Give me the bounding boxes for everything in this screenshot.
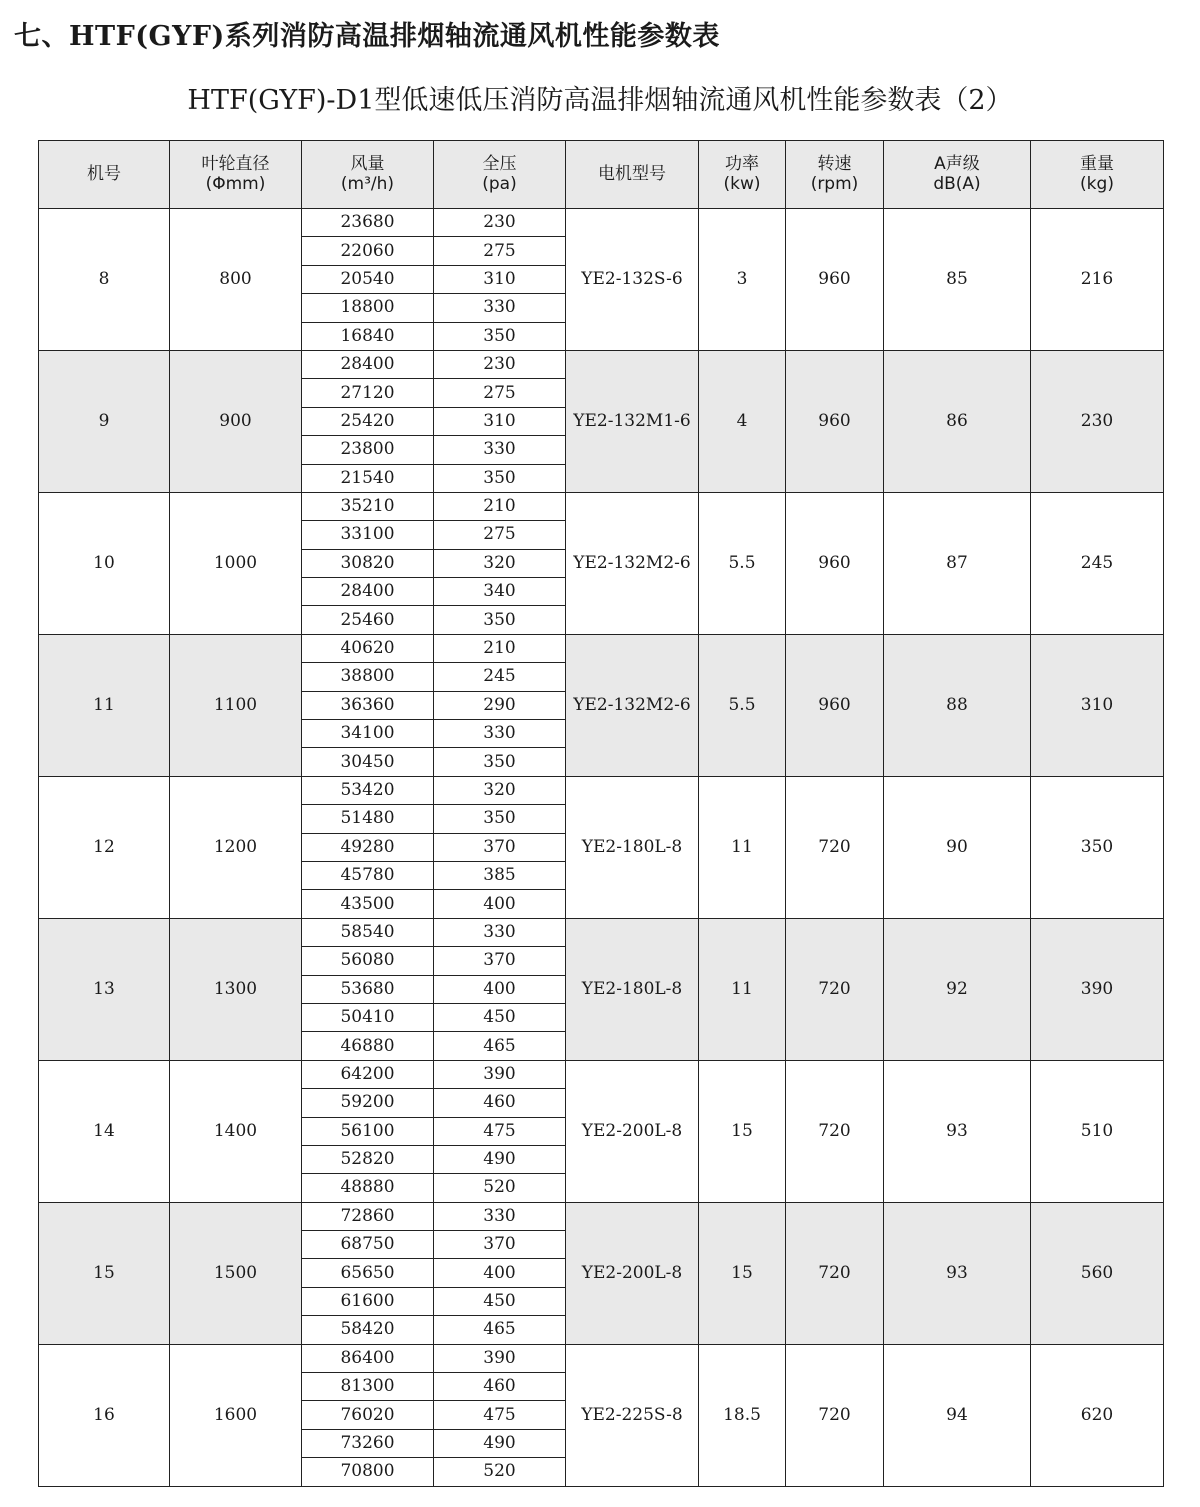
air-volume-cell: 40620 (302, 634, 434, 662)
fan-group-8 (39, 209, 1164, 351)
speed-cell: 720 (786, 1344, 884, 1486)
total-pressure-cell: 460 (434, 1373, 566, 1401)
header-label: 转速 (817, 154, 852, 175)
air-volume-cell: 53420 (302, 776, 434, 804)
air-volume-cell: 53680 (302, 975, 434, 1003)
weight-cell: 620 (1031, 1344, 1164, 1486)
header-label: 叶轮直径 (201, 154, 270, 175)
total-pressure-cell: 245 (434, 663, 566, 691)
speed-cell: 960 (786, 350, 884, 492)
speed-cell: 720 (786, 918, 884, 1060)
total-pressure-cell: 520 (434, 1458, 566, 1486)
total-pressure-cell: 370 (434, 833, 566, 861)
weight-cell: 560 (1031, 1202, 1164, 1344)
motor-model-cell: YE2-180L-8 (566, 776, 699, 918)
sound-level-cell: 88 (884, 634, 1031, 776)
air-volume-cell: 36360 (302, 691, 434, 719)
sound-level-cell: 87 (884, 492, 1031, 634)
table-title: HTF(GYF)-D1型低速低压消防高温排烟轴流通风机性能参数表（2） (187, 85, 1013, 116)
table-row (39, 209, 1164, 237)
air-volume-cell: 45780 (302, 861, 434, 889)
speed-cell: 960 (786, 492, 884, 634)
weight-cell: 230 (1031, 350, 1164, 492)
total-pressure-cell: 275 (434, 379, 566, 407)
total-pressure-cell: 320 (434, 776, 566, 804)
weight-cell: 510 (1031, 1060, 1164, 1202)
speed-cell: 720 (786, 1202, 884, 1344)
header-unit: (kg) (1080, 173, 1114, 194)
sound-level-cell: 86 (884, 350, 1031, 492)
motor-model-cell: YE2-132S-6 (566, 209, 699, 351)
impeller-diameter-cell: 1400 (170, 1060, 302, 1202)
air-volume-cell: 20540 (302, 265, 434, 293)
sound-level-cell: 85 (884, 209, 1031, 351)
total-pressure-cell: 330 (434, 294, 566, 322)
table-row (39, 1344, 1164, 1372)
power-cell: 15 (699, 1060, 786, 1202)
total-pressure-cell: 330 (434, 918, 566, 946)
motor-model-cell: YE2-132M1-6 (566, 350, 699, 492)
sound-level-cell: 93 (884, 1202, 1031, 1344)
header-power (699, 141, 786, 209)
impeller-diameter-cell: 800 (170, 209, 302, 351)
air-volume-cell: 49280 (302, 833, 434, 861)
air-volume-cell: 35210 (302, 492, 434, 520)
motor-model-cell: YE2-200L-8 (566, 1202, 699, 1344)
total-pressure-cell: 330 (434, 436, 566, 464)
air-volume-cell: 28400 (302, 350, 434, 378)
table-row (39, 492, 1164, 520)
total-pressure-cell: 490 (434, 1145, 566, 1173)
air-volume-cell: 25460 (302, 606, 434, 634)
total-pressure-cell: 370 (434, 1231, 566, 1259)
header-unit: (m³/h) (340, 173, 395, 194)
fan-group-11 (39, 634, 1164, 776)
machine-no-cell: 12 (39, 776, 170, 918)
total-pressure-cell: 320 (434, 549, 566, 577)
impeller-diameter-cell: 1500 (170, 1202, 302, 1344)
power-cell: 3 (699, 209, 786, 351)
header-sound-level (884, 141, 1031, 209)
total-pressure-cell: 475 (434, 1401, 566, 1429)
total-pressure-cell: 465 (434, 1316, 566, 1344)
fan-group-13 (39, 918, 1164, 1060)
header-unit: (Φmm) (205, 173, 266, 194)
total-pressure-cell: 350 (434, 606, 566, 634)
power-cell: 5.5 (699, 634, 786, 776)
air-volume-cell: 25420 (302, 407, 434, 435)
total-pressure-cell: 275 (434, 237, 566, 265)
total-pressure-cell: 340 (434, 578, 566, 606)
air-volume-cell: 58540 (302, 918, 434, 946)
total-pressure-cell: 450 (434, 1003, 566, 1031)
impeller-diameter-cell: 1300 (170, 918, 302, 1060)
sound-level-cell: 92 (884, 918, 1031, 1060)
air-volume-cell: 28400 (302, 578, 434, 606)
total-pressure-cell: 475 (434, 1117, 566, 1145)
impeller-diameter-cell: 1000 (170, 492, 302, 634)
total-pressure-cell: 330 (434, 1202, 566, 1230)
machine-no-cell: 14 (39, 1060, 170, 1202)
air-volume-cell: 65650 (302, 1259, 434, 1287)
table-row (39, 350, 1164, 378)
air-volume-cell: 61600 (302, 1287, 434, 1315)
table-header (39, 141, 1164, 209)
motor-model-cell: YE2-200L-8 (566, 1060, 699, 1202)
total-pressure-cell: 230 (434, 209, 566, 237)
air-volume-cell: 50410 (302, 1003, 434, 1031)
air-volume-cell: 18800 (302, 294, 434, 322)
air-volume-cell: 81300 (302, 1373, 434, 1401)
header-unit: (rpm) (810, 173, 859, 194)
air-volume-cell: 76020 (302, 1401, 434, 1429)
total-pressure-cell: 465 (434, 1032, 566, 1060)
total-pressure-cell: 310 (434, 407, 566, 435)
fan-group-10 (39, 492, 1164, 634)
header-total-pressure (434, 141, 566, 209)
air-volume-cell: 64200 (302, 1060, 434, 1088)
machine-no-cell: 16 (39, 1344, 170, 1486)
air-volume-cell: 23680 (302, 209, 434, 237)
speed-cell: 960 (786, 209, 884, 351)
header-impeller-diameter (170, 141, 302, 209)
header-label: 全压 (482, 154, 517, 175)
fan-group-16 (39, 1344, 1164, 1486)
speed-cell: 720 (786, 776, 884, 918)
total-pressure-cell: 400 (434, 890, 566, 918)
machine-no-cell: 15 (39, 1202, 170, 1344)
total-pressure-cell: 520 (434, 1174, 566, 1202)
performance-table (38, 140, 1164, 1487)
air-volume-cell: 86400 (302, 1344, 434, 1372)
header-label: A声级 (934, 154, 980, 175)
air-volume-cell: 48880 (302, 1174, 434, 1202)
impeller-diameter-cell: 1600 (170, 1344, 302, 1486)
machine-no-cell: 8 (39, 209, 170, 351)
sound-level-cell: 90 (884, 776, 1031, 918)
motor-model-cell: YE2-180L-8 (566, 918, 699, 1060)
sound-level-cell: 94 (884, 1344, 1031, 1486)
header-air-volume (302, 141, 434, 209)
header-label: 重量 (1080, 154, 1114, 175)
section-heading: 七、HTF(GYF)系列消防高温排烟轴流通风机性能参数表 (14, 21, 720, 52)
machine-no-cell: 10 (39, 492, 170, 634)
power-cell: 11 (699, 776, 786, 918)
motor-model-cell: YE2-132M2-6 (566, 634, 699, 776)
total-pressure-cell: 230 (434, 350, 566, 378)
header-machine-no (39, 141, 170, 209)
air-volume-cell: 33100 (302, 521, 434, 549)
air-volume-cell: 56100 (302, 1117, 434, 1145)
air-volume-cell: 52820 (302, 1145, 434, 1173)
power-cell: 4 (699, 350, 786, 492)
air-volume-cell: 68750 (302, 1231, 434, 1259)
fan-group-15 (39, 1202, 1164, 1344)
header-unit: (pa) (482, 173, 517, 194)
total-pressure-cell: 390 (434, 1060, 566, 1088)
header-label: 机号 (87, 163, 121, 184)
total-pressure-cell: 350 (434, 805, 566, 833)
air-volume-cell: 72860 (302, 1202, 434, 1230)
total-pressure-cell: 400 (434, 1259, 566, 1287)
table-row (39, 1060, 1164, 1088)
motor-model-cell: YE2-132M2-6 (566, 492, 699, 634)
total-pressure-cell: 350 (434, 464, 566, 492)
air-volume-cell: 22060 (302, 237, 434, 265)
air-volume-cell: 23800 (302, 436, 434, 464)
header-unit: (kw) (723, 173, 761, 194)
air-volume-cell: 21540 (302, 464, 434, 492)
header-label: 电机型号 (598, 163, 666, 184)
speed-cell: 720 (786, 1060, 884, 1202)
motor-model-cell: YE2-225S-8 (566, 1344, 699, 1486)
total-pressure-cell: 370 (434, 947, 566, 975)
fan-group-9 (39, 350, 1164, 492)
impeller-diameter-cell: 900 (170, 350, 302, 492)
total-pressure-cell: 330 (434, 720, 566, 748)
weight-cell: 245 (1031, 492, 1164, 634)
total-pressure-cell: 390 (434, 1344, 566, 1372)
header-motor-model (566, 141, 699, 209)
air-volume-cell: 46880 (302, 1032, 434, 1060)
header-label: 风量 (350, 154, 385, 175)
impeller-diameter-cell: 1100 (170, 634, 302, 776)
air-volume-cell: 43500 (302, 890, 434, 918)
header-speed (786, 141, 884, 209)
power-cell: 5.5 (699, 492, 786, 634)
speed-cell: 960 (786, 634, 884, 776)
air-volume-cell: 27120 (302, 379, 434, 407)
table-row (39, 634, 1164, 662)
table-row (39, 918, 1164, 946)
machine-no-cell: 11 (39, 634, 170, 776)
header-row (39, 141, 1164, 209)
fan-group-14 (39, 1060, 1164, 1202)
power-cell: 18.5 (699, 1344, 786, 1486)
air-volume-cell: 30820 (302, 549, 434, 577)
power-cell: 11 (699, 918, 786, 1060)
air-volume-cell: 58420 (302, 1316, 434, 1344)
air-volume-cell: 59200 (302, 1089, 434, 1117)
total-pressure-cell: 210 (434, 492, 566, 520)
total-pressure-cell: 400 (434, 975, 566, 1003)
total-pressure-cell: 460 (434, 1089, 566, 1117)
weight-cell: 350 (1031, 776, 1164, 918)
total-pressure-cell: 490 (434, 1429, 566, 1457)
air-volume-cell: 34100 (302, 720, 434, 748)
sound-level-cell: 93 (884, 1060, 1031, 1202)
air-volume-cell: 38800 (302, 663, 434, 691)
air-volume-cell: 73260 (302, 1429, 434, 1457)
air-volume-cell: 51480 (302, 805, 434, 833)
total-pressure-cell: 385 (434, 861, 566, 889)
weight-cell: 310 (1031, 634, 1164, 776)
air-volume-cell: 70800 (302, 1458, 434, 1486)
air-volume-cell: 30450 (302, 748, 434, 776)
total-pressure-cell: 350 (434, 322, 566, 350)
machine-no-cell: 13 (39, 918, 170, 1060)
total-pressure-cell: 450 (434, 1287, 566, 1315)
total-pressure-cell: 350 (434, 748, 566, 776)
total-pressure-cell: 275 (434, 521, 566, 549)
air-volume-cell: 56080 (302, 947, 434, 975)
impeller-diameter-cell: 1200 (170, 776, 302, 918)
fan-group-12 (39, 776, 1164, 918)
table-row (39, 776, 1164, 804)
header-label: 功率 (725, 154, 759, 175)
total-pressure-cell: 290 (434, 691, 566, 719)
total-pressure-cell: 210 (434, 634, 566, 662)
header-unit: dB(A) (933, 173, 981, 194)
weight-cell: 216 (1031, 209, 1164, 351)
machine-no-cell: 9 (39, 350, 170, 492)
header-weight (1031, 141, 1164, 209)
total-pressure-cell: 310 (434, 265, 566, 293)
table-row (39, 1202, 1164, 1230)
power-cell: 15 (699, 1202, 786, 1344)
weight-cell: 390 (1031, 918, 1164, 1060)
air-volume-cell: 16840 (302, 322, 434, 350)
